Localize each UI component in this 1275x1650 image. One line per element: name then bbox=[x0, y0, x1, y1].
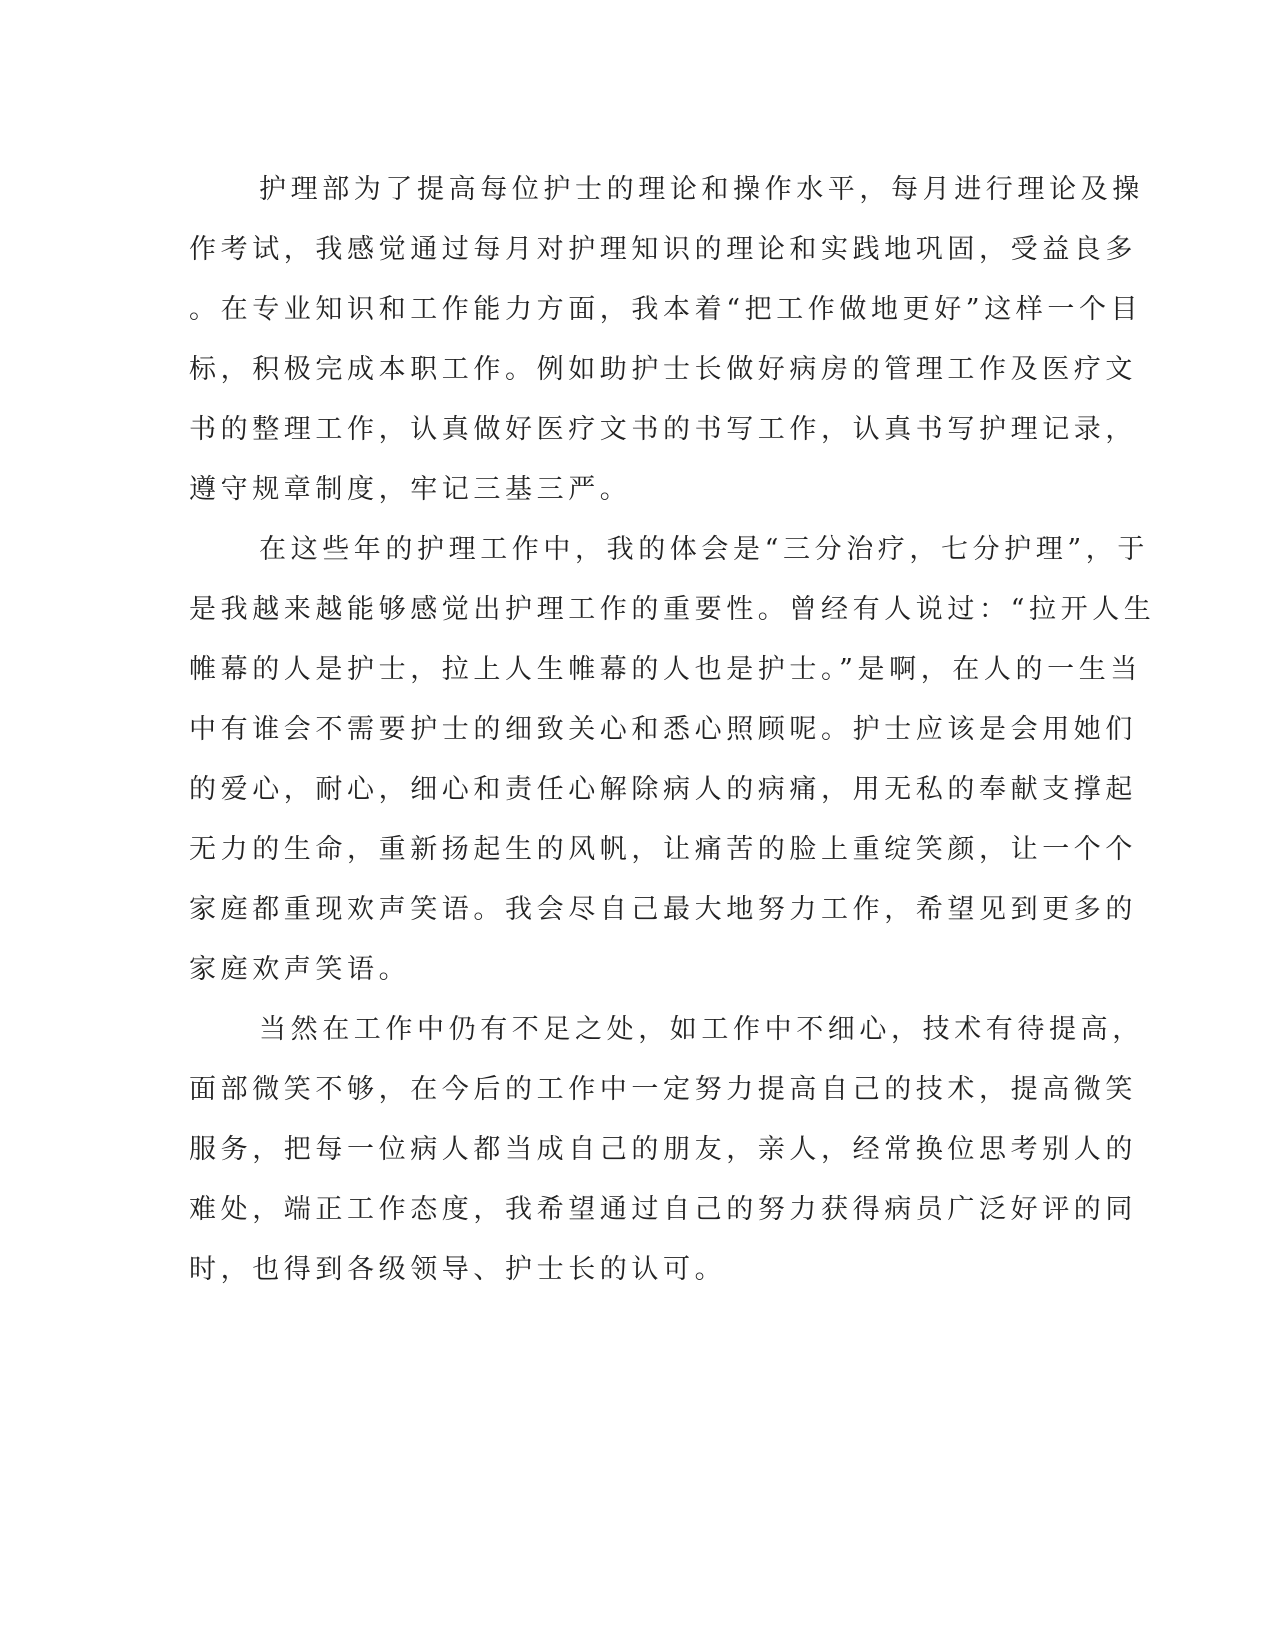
text-line: 遵守规章制度，牢记三基三严。 bbox=[189, 474, 632, 505]
text-line: 无力的生命，重新扬起生的风帆，让痛苦的脸上重绽笑颜，让一个个 bbox=[189, 834, 1137, 865]
text-line: 作考试，我感觉通过每月对护理知识的理论和实践地巩固，受益良多 bbox=[189, 234, 1137, 265]
text-line: 中有谁会不需要护士的细致关心和悉心照顾呢。护士应该是会用她们 bbox=[189, 714, 1137, 745]
document-body bbox=[189, 160, 1156, 1300]
text-line: 难处，端正工作态度，我希望通过自己的努力获得病员广泛好评的同 bbox=[189, 1194, 1137, 1225]
text-line: 家庭都重现欢声笑语。我会尽自己最大地努力工作，希望见到更多的 bbox=[189, 894, 1137, 925]
text-line: 标，积极完成本职工作。例如助护士长做好病房的管理工作及医疗文 bbox=[189, 354, 1137, 385]
text-line: 护理部为了提高每位护士的理论和操作水平，每月进行理论及操 bbox=[259, 174, 1144, 205]
text-line: 家庭欢声笑语。 bbox=[189, 954, 411, 985]
text-line: 书的整理工作，认真做好医疗文书的书写工作，认真书写护理记录， bbox=[189, 414, 1137, 445]
text-line: 服务，把每一位病人都当成自己的朋友，亲人，经常换位思考别人的 bbox=[189, 1134, 1137, 1165]
text-line: 时，也得到各级领导、护士长的认可。 bbox=[189, 1254, 727, 1285]
text-line: 当然在工作中仍有不足之处，如工作中不细心，技术有待提高， bbox=[259, 1014, 1144, 1045]
text-line: 是我越来越能够感觉出护理工作的重要性。曾经有人说过：“拉开人生 bbox=[189, 594, 1156, 625]
text-line: 的爱心，耐心，细心和责任心解除病人的病痛，用无私的奉献支撑起 bbox=[189, 774, 1137, 805]
paragraph-1 bbox=[189, 160, 1144, 520]
text-line: 在这些年的护理工作中，我的体会是“三分治疗，七分护理”，于 bbox=[259, 534, 1150, 565]
text-line: 。在专业知识和工作能力方面，我本着“把工作做地更好”这样一个目 bbox=[189, 294, 1143, 325]
text-line: 面部微笑不够，在今后的工作中一定努力提高自己的技术，提高微笑 bbox=[189, 1074, 1137, 1105]
paragraph-2 bbox=[189, 520, 1156, 1000]
paragraph-3 bbox=[189, 1000, 1144, 1300]
text-line: 帷幕的人是护士，拉上人生帷幕的人也是护士。”是啊，在人的一生当 bbox=[189, 654, 1142, 685]
